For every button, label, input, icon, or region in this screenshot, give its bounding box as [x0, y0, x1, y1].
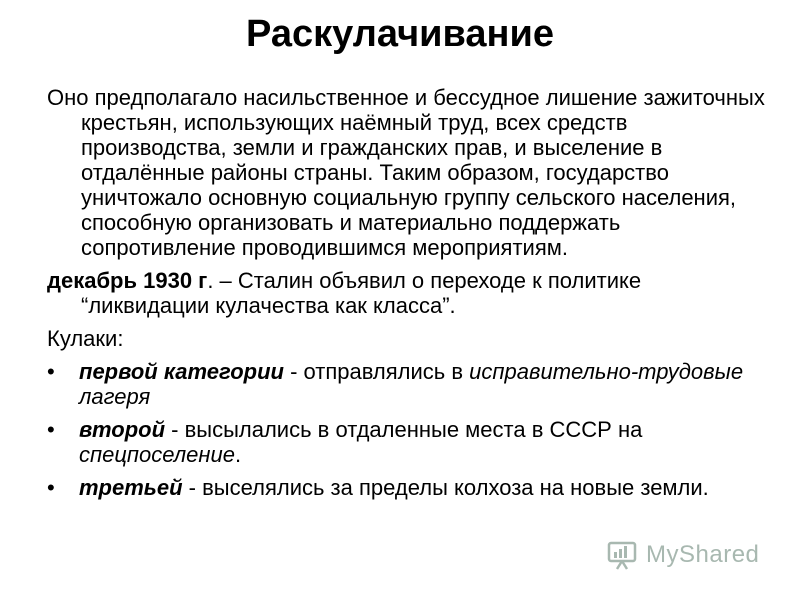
slide-body — [47, 85, 767, 508]
category-action: - выселялись за пределы колхоза на новые земли. — [182, 475, 709, 500]
bullet-icon: • — [47, 417, 55, 442]
decree-paragraph — [47, 268, 767, 318]
presentation-board-icon — [606, 538, 640, 572]
definition-text: Оно предполагало насильственное и бессудное лишение зажиточных крестьян, использующих наёмный труд, всех средств производства, земли и гражданских прав, и выселение в отдалённые районы страны. Таким образом, государство уничтожало основную социальную группу сельского населения, способную организовать и материально поддержать сопротивление проводившимся мероприятиям. — [47, 85, 765, 260]
bullet-icon: • — [47, 359, 55, 384]
list-item — [47, 359, 767, 409]
category-destination: исправительно-трудовые лагеря — [79, 359, 744, 409]
bullet-icon: • — [47, 475, 55, 500]
decree-date: декабрь 1930 г — [47, 268, 208, 293]
definition-paragraph — [47, 85, 767, 260]
category-name: первой категории — [79, 359, 284, 384]
category-destination: спецпоселение — [79, 442, 235, 467]
category-action: - высылались в отдаленные места в СССР на — [165, 417, 643, 442]
slide-title: Раскулачивание — [246, 13, 554, 55]
category-name: второй — [79, 417, 166, 442]
decree-text: . – Сталин объявил о переходе к политике “ликвидации кулачества как класса”. — [81, 268, 642, 318]
watermark-text: MyShared — [646, 541, 760, 568]
category-name: третьей — [79, 475, 183, 500]
list-item — [47, 475, 767, 500]
kulaki-label: Кулаки: — [47, 326, 124, 351]
category-list — [47, 359, 767, 500]
category-action: - отправлялись в — [283, 359, 470, 384]
list-item — [47, 417, 767, 467]
watermark — [606, 537, 759, 573]
category-end: . — [235, 442, 242, 467]
